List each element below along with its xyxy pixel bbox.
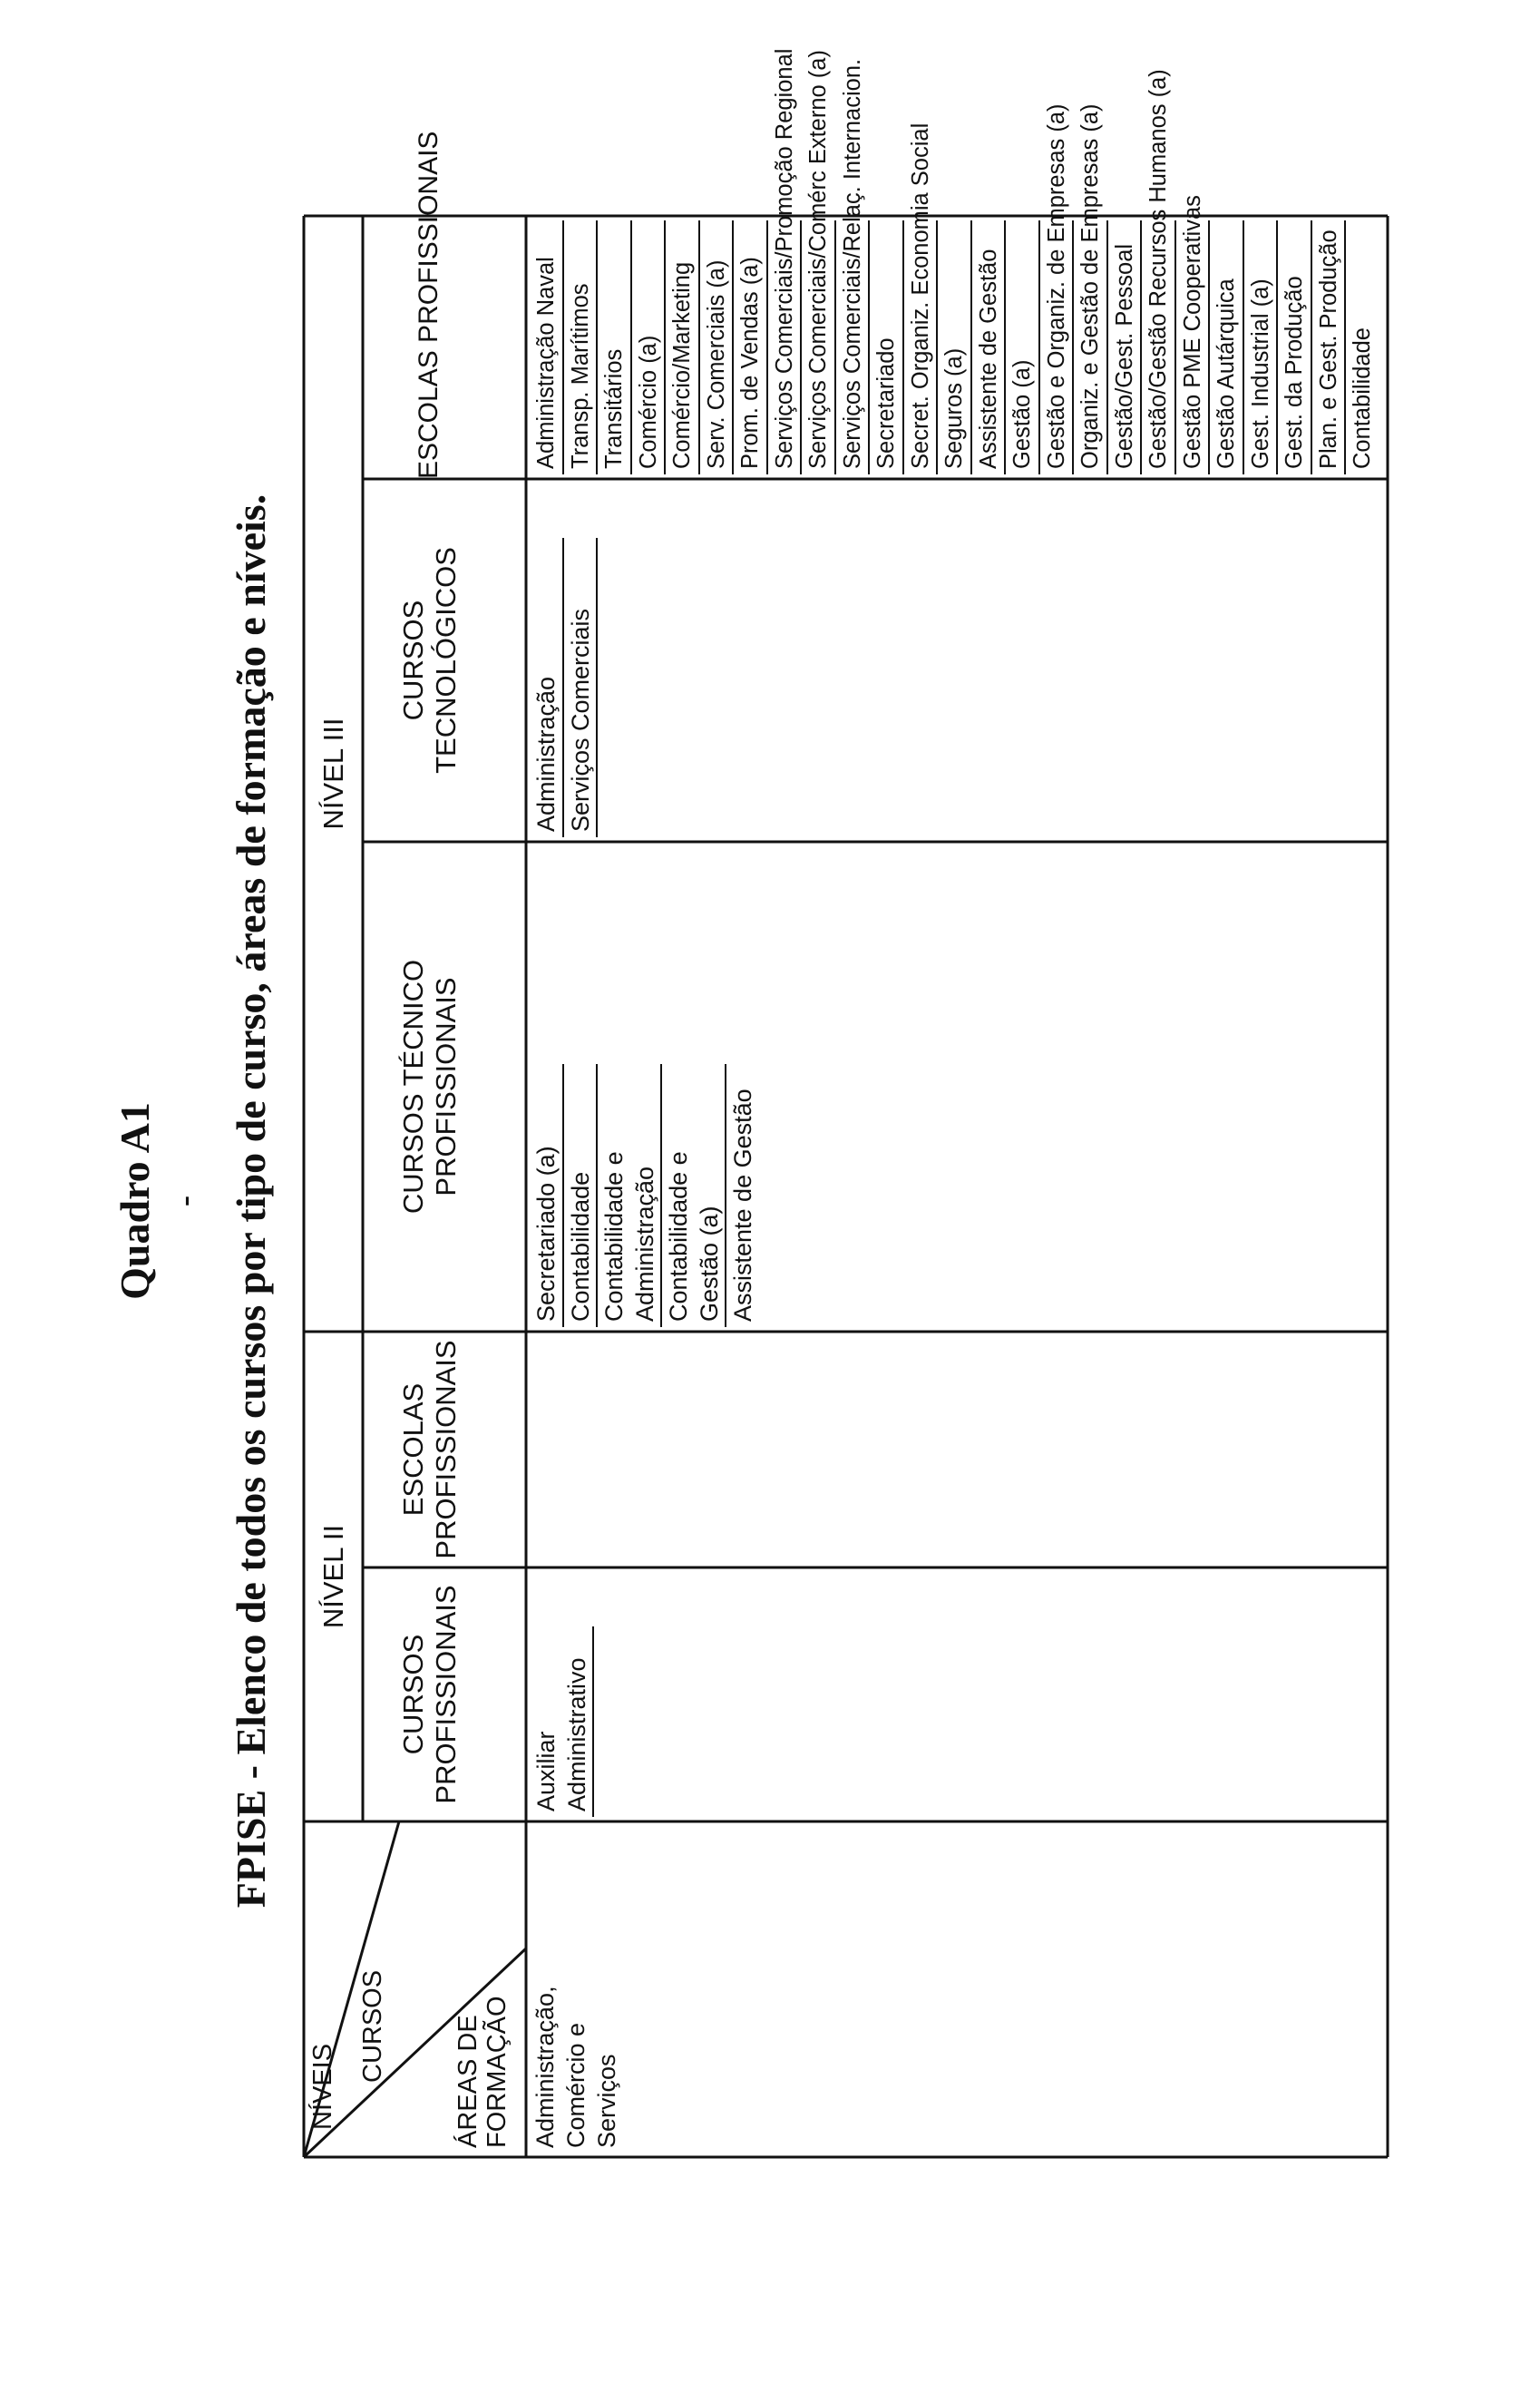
column-header-line: TECNOLÓGICOS: [430, 547, 462, 774]
list-item: Comércio (a): [632, 220, 667, 474]
column-header-line: PROFISSIONAIS: [430, 1585, 462, 1804]
list-item: Gestão PME Cooperativas: [1176, 220, 1211, 474]
list-item: Serv. Comerciais (a): [700, 220, 735, 474]
column-header-line: CURSOS TÉCNICO: [397, 959, 429, 1215]
level-header-ii: NÍVEL II: [317, 1524, 349, 1629]
column-header-line: ESCOLAS: [397, 1382, 429, 1517]
list-item: Gestão e Organiz. de Empresas (a): [1040, 220, 1075, 474]
list-item: Contabilidade e Gestão (a): [662, 1064, 726, 1327]
level-header-iii: NÍVEL III: [317, 718, 349, 830]
column-header-line: PROFISSIONAIS: [430, 977, 462, 1196]
list-item: Contabilidade: [1350, 327, 1375, 469]
list-item: Serviços Comerciais/Promoção Regional: [768, 220, 803, 474]
list-item: Assistente de Gestão: [729, 1089, 756, 1322]
list-item: Contabilidade e Administração: [598, 1064, 662, 1327]
list-item: Auxiliar Administrativo: [530, 1626, 594, 1817]
document-title: Quadro A1: [112, 1102, 158, 1300]
corner-areas-label: ÁREAS DE: [453, 2015, 482, 2148]
list-item: Secretariado (a): [530, 1064, 564, 1327]
title-separator: -: [166, 1196, 202, 1206]
cursos-tecnologicos-list: [530, 538, 598, 837]
column-header-line: CURSOS: [397, 1634, 429, 1755]
list-item: Gestão Autárquica: [1210, 220, 1244, 474]
escolas-profissionais-iii-list: [530, 48, 1379, 474]
list-item: Prom. de Vendas (a): [734, 220, 768, 474]
column-header-line: CURSOS: [397, 600, 429, 721]
list-item: Gest. da Produção: [1278, 220, 1312, 474]
column-header-escolas-profissionais-ii: [397, 1332, 463, 1567]
cursos-profissionais-list: [530, 1626, 594, 1817]
cursos-tecnico-list: [530, 1064, 759, 1327]
list-item: Serviços Comerciais/Comérc Externo (a): [802, 220, 836, 474]
list-item: Administração Naval: [530, 220, 564, 474]
column-header-cursos-tecnico: [397, 842, 463, 1332]
corner-formacao-label: FORMAÇÃO: [482, 1996, 512, 2148]
list-item: Gestão/Gest. Pessoal: [1108, 220, 1143, 474]
list-item: Secret. Organiz. Economia Social: [904, 220, 939, 474]
list-item: Administração: [530, 538, 564, 837]
area-cell: Administração, Comércio e Serviços: [531, 1986, 620, 2148]
list-item: Gestão/Gestão Recursos Humanos (a): [1142, 220, 1176, 474]
list-item: Gestão (a): [1006, 220, 1040, 474]
list-item: Transitários: [598, 220, 632, 474]
list-item: Transp. Marítimos: [564, 220, 599, 474]
column-header-cursos-tecnologicos: [397, 479, 463, 842]
list-item: Comércio/Marketing: [666, 220, 700, 474]
list-item: Gest. Industrial (a): [1244, 220, 1279, 474]
column-header-cursos-profissionais: [397, 1567, 463, 1821]
list-item: Assistente de Gestão: [972, 220, 1007, 474]
column-header-escolas-profissionais-iii: ESCOLAS PROFISSIONAIS: [414, 131, 443, 479]
list-item: Seguros (a): [938, 220, 972, 474]
column-header-line: PROFISSIONAIS: [430, 1340, 462, 1559]
corner-cursos-label: CURSOS: [358, 1969, 387, 2083]
list-item: Secretariado: [870, 220, 904, 474]
document-subtitle: FPISE - Elenco de todos os cursos por tipo de curso, áreas de formação e níveis.: [228, 493, 274, 1909]
list-item: Serviços Comerciais: [564, 538, 599, 837]
list-item: Organiz. e Gestão de Empresas (a): [1074, 220, 1108, 474]
corner-niveis-label: NÍVEIS: [308, 2043, 337, 2130]
list-item: Contabilidade: [564, 1064, 599, 1327]
list-item: Plan. e Gest. Produção: [1312, 220, 1347, 474]
list-item: Serviços Comerciais/Relaç. Internacion.: [836, 220, 871, 474]
